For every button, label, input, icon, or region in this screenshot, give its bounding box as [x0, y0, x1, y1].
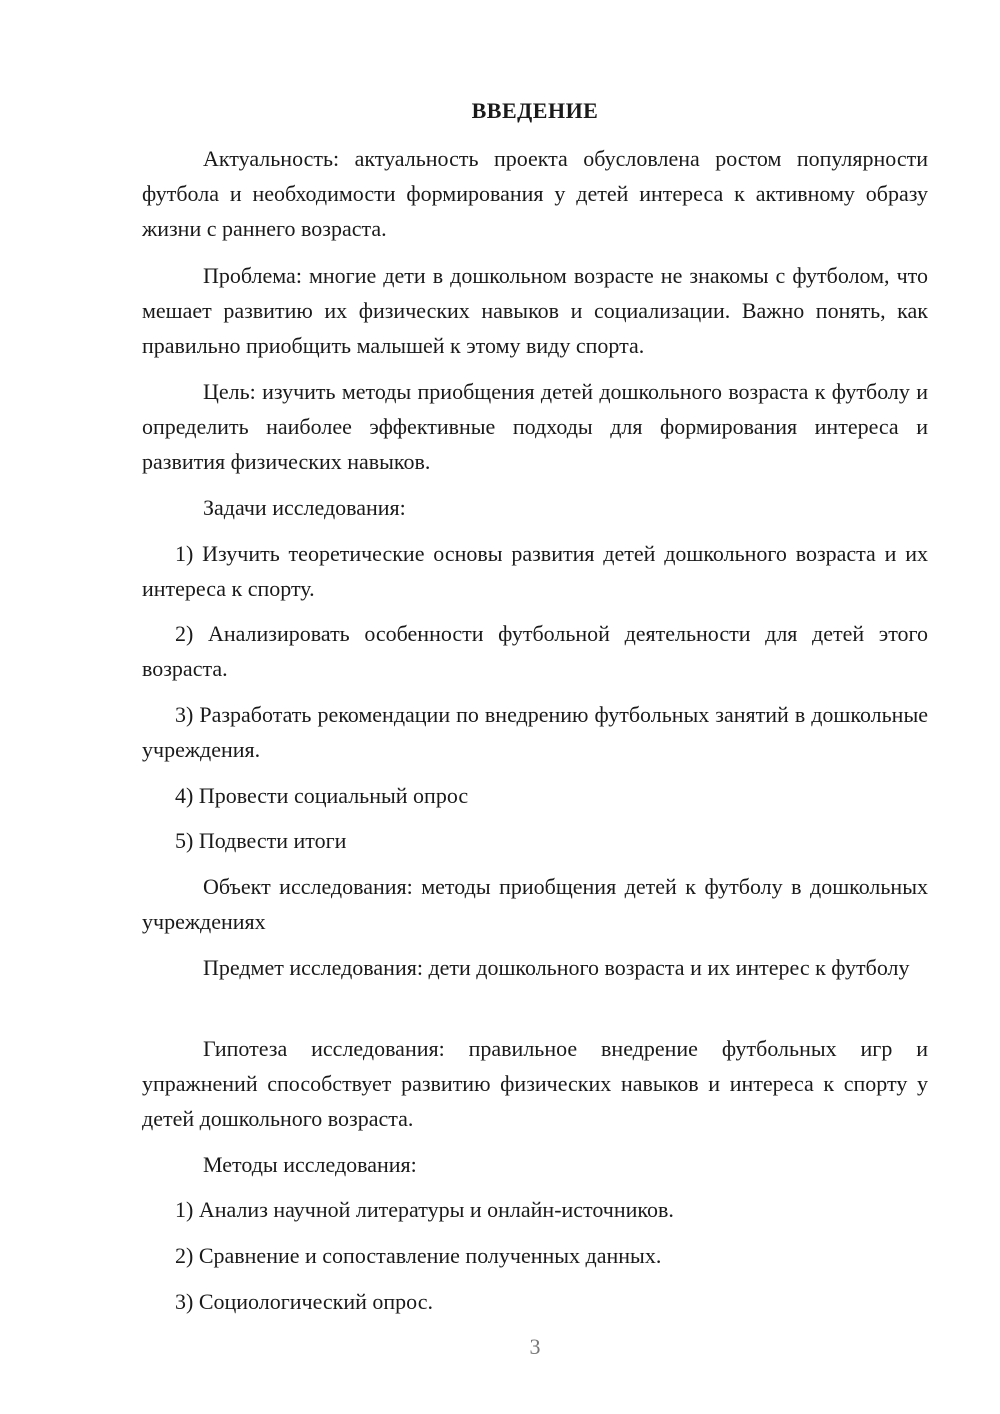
task-item-4: 4) Провести социальный опрос	[175, 783, 469, 808]
problem-paragraph: Проблема: многие дети в дошкольном возрасте не знакомы с футболом, что мешает развитию их физических навыков и социализации. Важно понять, как правильно приобщить малышей к этому виду спорта.	[142, 263, 928, 358]
object-paragraph: Объект исследования: методы приобщения детей к футболу в дошкольных учреждениях	[142, 874, 928, 934]
methods-label: Методы исследования:	[203, 1152, 417, 1177]
task-item-2: 2) Анализировать особенности футбольной деятельности для детей этого возраста.	[142, 621, 928, 681]
tasks-label: Задачи исследования:	[203, 495, 406, 520]
subject-paragraph: Предмет исследования: дети дошкольного возраста и их интерес к футболу	[203, 955, 910, 980]
method-item-3: 3) Социологический опрос.	[175, 1289, 433, 1314]
document-page	[142, 0, 928, 1414]
hypothesis-paragraph: Гипотеза исследования: правильное внедрение футбольных игр и упражнений способствует развитию физических навыков и интереса к спорту у детей дошкольного возраста.	[142, 1036, 928, 1131]
task-item-5: 5) Подвести итоги	[175, 828, 347, 853]
task-item-3: 3) Разработать рекомендации по внедрению футбольных занятий в дошкольные учреждения.	[142, 702, 928, 762]
page-number: 3	[529, 1334, 541, 1359]
goal-paragraph: Цель: изучить методы приобщения детей дошкольного возраста к футболу и определить наиболее эффективные подходы для формирования интереса и развития физических навыков.	[142, 379, 928, 474]
page-heading: ВВЕДЕНИЕ	[471, 98, 599, 123]
task-item-1: 1) Изучить теоретические основы развития детей дошкольного возраста и их интереса к спорту.	[142, 541, 928, 601]
method-item-2: 2) Сравнение и сопоставление полученных данных.	[175, 1243, 662, 1268]
method-item-1: 1) Анализ научной литературы и онлайн-источников.	[175, 1197, 674, 1222]
relevance-paragraph: Актуальность: актуальность проекта обусловлена ростом популярности футбола и необходимости формирования у детей интереса к активному образу жизни с раннего возраста.	[142, 146, 928, 241]
